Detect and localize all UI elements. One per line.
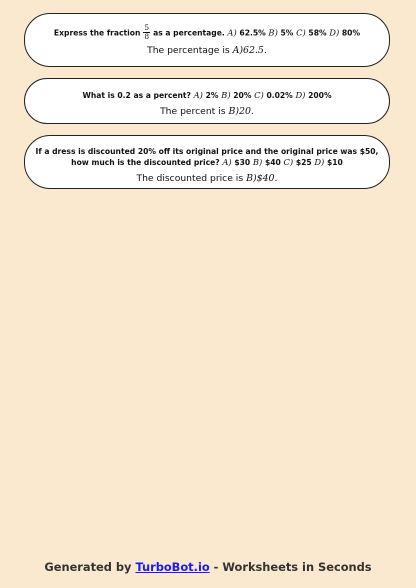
answer-value: A)62.5. xyxy=(232,45,267,56)
option-b-letter: B) xyxy=(221,90,231,100)
footer-suffix: - Worksheets in Seconds xyxy=(213,560,372,574)
option-d: 80% xyxy=(341,28,361,38)
fraction xyxy=(143,24,150,41)
option-c: 58% xyxy=(308,28,327,38)
option-a-letter: A) xyxy=(193,90,203,100)
option-a: 62.5% xyxy=(239,28,266,38)
option-d: 200% xyxy=(308,91,332,100)
question-suffix: as a percentage. xyxy=(153,28,225,38)
option-c-letter: C) xyxy=(254,90,264,100)
answer-text: The percentage is xyxy=(147,45,230,56)
option-d-letter: D) xyxy=(295,90,306,100)
option-b-letter: B) xyxy=(268,27,278,38)
option-d-letter: D) xyxy=(329,27,340,38)
question-card-3 xyxy=(24,135,390,189)
option-a: $30 xyxy=(234,158,251,167)
answer-value: B)20. xyxy=(228,106,254,117)
answer-text: The percent is xyxy=(160,106,226,117)
option-d: $10 xyxy=(326,158,343,167)
question-text xyxy=(25,90,389,101)
option-c: 0.02% xyxy=(266,91,293,100)
option-a: 2% xyxy=(205,91,219,100)
question-card-1 xyxy=(24,13,390,67)
option-d-letter: D) xyxy=(314,157,325,167)
option-b: $40 xyxy=(264,158,281,167)
fraction-numerator: 5 xyxy=(144,23,150,32)
option-b: 20% xyxy=(233,91,252,100)
question-prefix: Express the fraction xyxy=(53,28,141,38)
question-prefix: What is 0.2 as a percent? xyxy=(82,91,191,100)
question-prefix: If a dress is discounted 20% off its original price and the original price was $50, how much is the discounted price? xyxy=(35,147,379,167)
option-c-letter: C) xyxy=(296,27,306,38)
option-b: 5% xyxy=(280,28,294,38)
question-text xyxy=(25,25,389,42)
option-c: $25 xyxy=(295,158,312,167)
question-text xyxy=(31,146,383,168)
answer-line xyxy=(25,106,389,117)
answer-text: The discounted price is xyxy=(136,173,244,184)
answer-line xyxy=(25,45,389,56)
answer-value: B)$40. xyxy=(246,173,278,184)
answer-line xyxy=(31,173,383,184)
option-b-letter: B) xyxy=(252,157,263,167)
footer-prefix: Generated by xyxy=(44,560,132,574)
option-c-letter: C) xyxy=(283,157,294,167)
option-a-letter: A) xyxy=(222,157,232,167)
turbobot-link[interactable]: TurboBot.io xyxy=(135,560,210,574)
question-card-2 xyxy=(24,78,390,124)
footer xyxy=(0,560,416,574)
option-a-letter: A) xyxy=(227,27,237,38)
fraction-denominator: 8 xyxy=(144,32,150,41)
